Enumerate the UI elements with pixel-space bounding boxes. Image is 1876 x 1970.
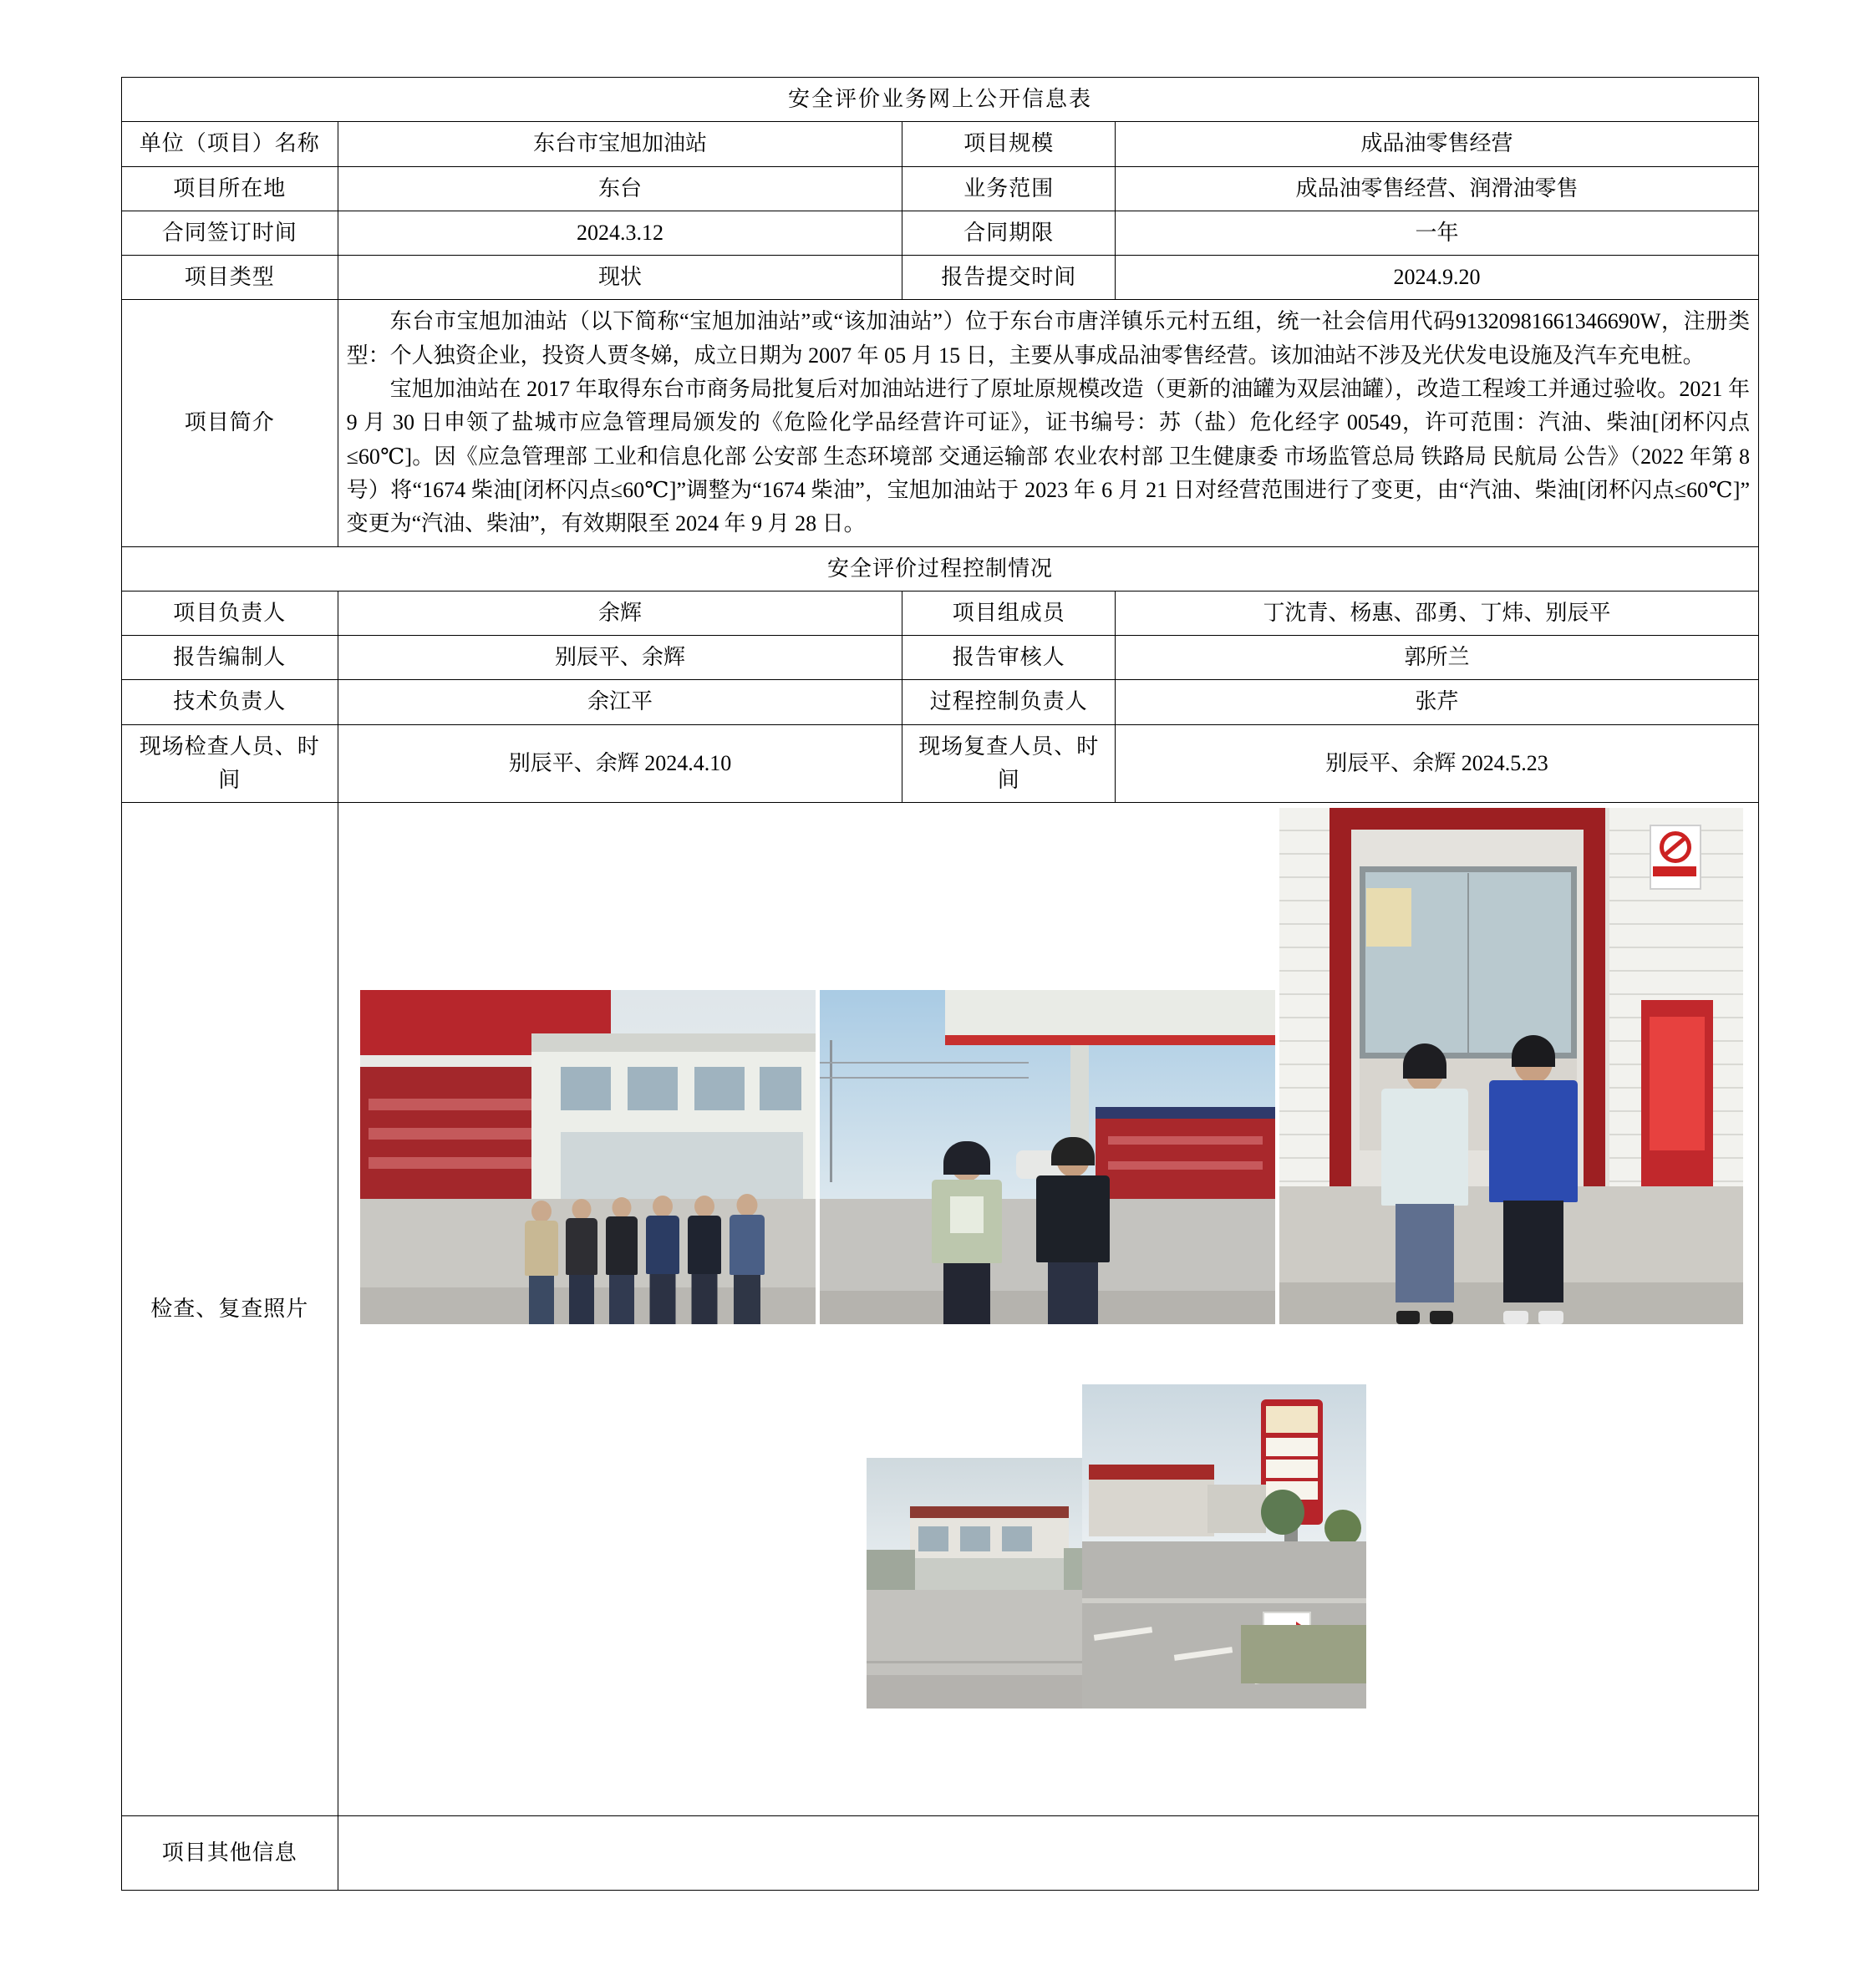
project-intro-row [122,300,1759,546]
site-check-value: 别辰平、余辉 2024.4.10 [338,724,902,803]
other-info-value [338,1816,1758,1891]
contract-term-label: 合同期限 [902,211,1116,255]
process-control-label: 过程控制负责人 [902,680,1116,724]
project-scale-label: 项目规模 [902,122,1116,166]
project-intro-value [338,300,1758,546]
table-row [122,122,1759,166]
site-recheck-value: 别辰平、余辉 2024.5.23 [1116,724,1759,803]
photo-grid [347,808,1750,1810]
unit-name-value: 东台市宝旭加油站 [338,122,902,166]
team-members-value: 丁沈青、杨惠、邵勇、丁炜、别辰平 [1116,591,1759,635]
project-leader-value: 余辉 [338,591,902,635]
table-row [122,680,1759,724]
report-reviewer-value: 郭所兰 [1116,636,1759,680]
table-row [122,166,1759,211]
table-row [122,256,1759,300]
contract-date-value: 2024.3.12 [338,211,902,255]
business-scope-value: 成品油零售经营、润滑油零售 [1116,166,1759,211]
location-label: 项目所在地 [122,166,338,211]
table-row [122,636,1759,680]
location-value: 东台 [338,166,902,211]
business-scope-label: 业务范围 [902,166,1116,211]
tech-leader-value: 余江平 [338,680,902,724]
table-row [122,724,1759,803]
contract-date-label: 合同签订时间 [122,211,338,255]
unit-name-label: 单位（项目）名称 [122,122,338,166]
table-row [122,591,1759,635]
photos-label: 检查、复查照片 [122,803,338,1816]
process-control-value: 张芹 [1116,680,1759,724]
project-scale-value: 成品油零售经营 [1116,122,1759,166]
project-intro-label: 项目简介 [122,300,338,546]
report-reviewer-label: 报告审核人 [902,636,1116,680]
contract-term-value: 一年 [1116,211,1759,255]
site-check-label: 现场检查人员、时间 [122,724,338,803]
photos-cell [338,803,1758,1816]
page-title: 安全评价业务网上公开信息表 [122,78,1759,122]
project-leader-label: 项目负责人 [122,591,338,635]
team-members-label: 项目组成员 [902,591,1116,635]
photo-two-people-roadside [820,990,1275,1324]
project-type-label: 项目类型 [122,256,338,300]
report-author-value: 别辰平、余辉 [338,636,902,680]
intro-paragraph-1: 东台市宝旭加油站（以下简称“宝旭加油站”或“该加油站”）位于东台市唐洋镇乐元村五组，统一社会信用代码91320981661346690W，注册类型：个人独资企业，投资人贾冬娣，成立日期为 2007 年 05 月 15 日，主要从事成品油零售经营。该加油站不涉及光伏发电设施及汽车充电桩。 [346,309,1750,368]
tech-leader-label: 技术负责人 [122,680,338,724]
table-row [122,211,1759,255]
photo-two-people-storefront [1279,808,1743,1324]
photo-group-at-station [360,990,816,1324]
report-submit-label: 报告提交时间 [902,256,1116,300]
intro-paragraph-2: 宝旭加油站在 2017 年取得东台市商务局批复后对加油站进行了原址原规模改造（更新的油罐为双层油罐），改造工程竣工并通过验收。2021 年 9 月 30 日申领了盐城市应急管理局颁发的《危险化学品经营许可证》，证书编号：苏（盐）危化经字 00549，许可范围：汽油、柴油[闭杯闪点≤60℃]。因《应急管理部 工业和信息化部 公安部 生态环境部 交通运输部 农业农村部 卫生健康委 市场监管总局 铁路局 民航局 公告》（2022 年第 8 号）将“1674 柴油[闭杯闪点≤60℃]”调整为“1674 柴油”，宝旭加油站于 2023 年 6 月 21 日对经营范围进行了变更，由“汽油、柴油[闭杯闪点≤60℃]”变更为“汽油、柴油”，有效期限至 2024 年 9 月 28 日。 [346,377,1750,536]
photo-road-signboard [1082,1384,1366,1709]
report-submit-value: 2024.9.20 [1116,256,1759,300]
photos-row [122,803,1759,1816]
site-recheck-label: 现场复查人员、时间 [902,724,1116,803]
report-author-label: 报告编制人 [122,636,338,680]
public-info-table [121,77,1759,1891]
process-section-title: 安全评价过程控制情况 [122,546,1759,591]
other-info-label: 项目其他信息 [122,1816,338,1891]
project-type-value: 现状 [338,256,902,300]
process-section-row [122,546,1759,591]
other-info-row [122,1816,1759,1891]
table-title-row [122,78,1759,122]
